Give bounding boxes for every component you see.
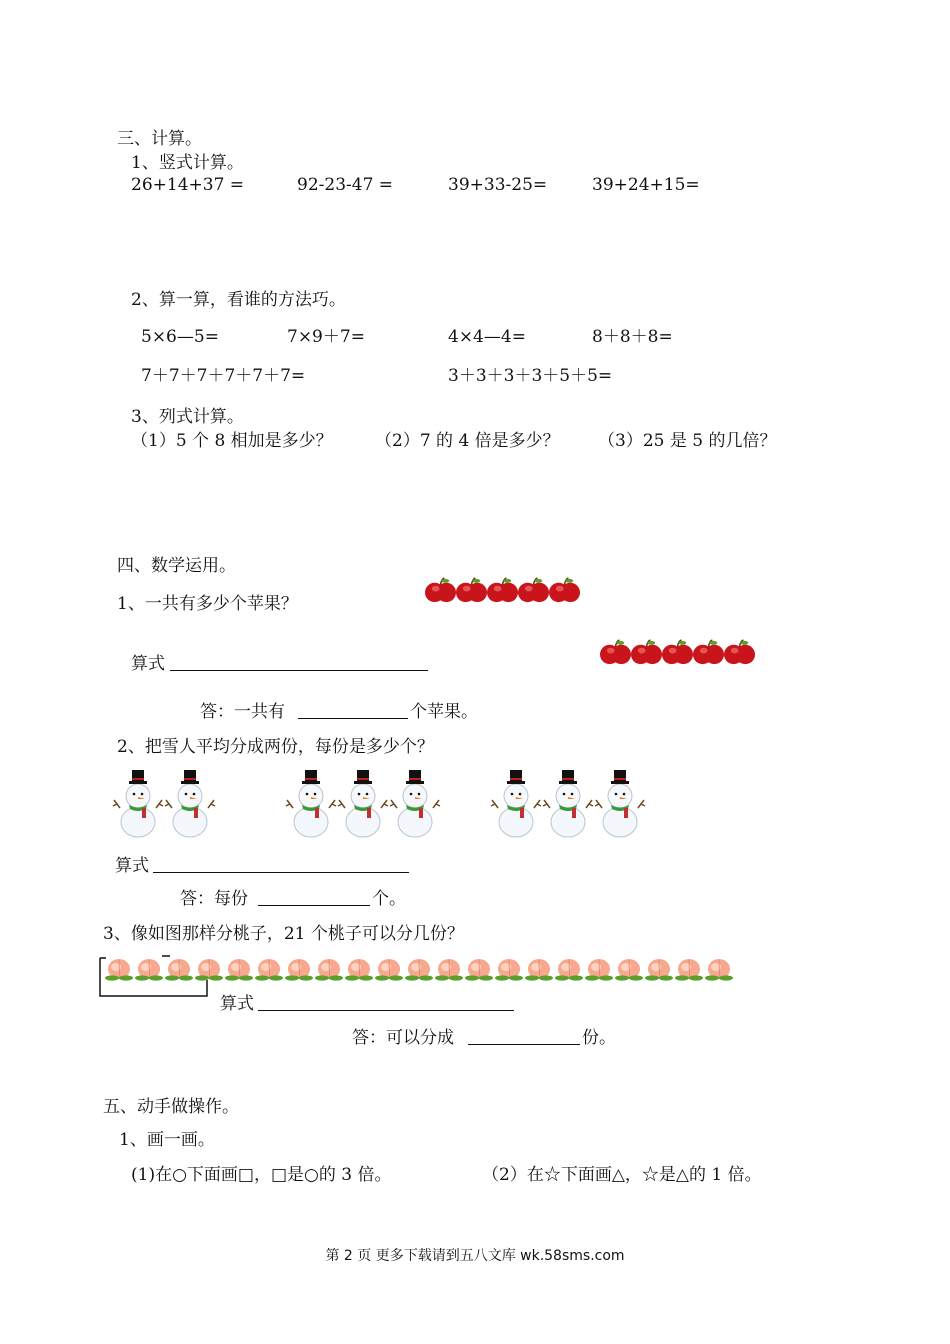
formula-label: 算式 bbox=[220, 994, 254, 1014]
section-5-title: 五、动手做操作。 bbox=[103, 1097, 239, 1117]
answer-suffix: 份。 bbox=[582, 1028, 616, 1048]
peach-icon bbox=[224, 954, 254, 982]
answer-blank[interactable] bbox=[468, 1044, 580, 1045]
peach-icon bbox=[314, 954, 344, 982]
snowman-group bbox=[490, 768, 646, 838]
clever-calc-title: 2、算一算，看谁的方法巧。 bbox=[131, 290, 346, 310]
peach-icon bbox=[524, 954, 554, 982]
apple-row-bottom bbox=[600, 638, 755, 669]
answer-prefix: 答：一共有 bbox=[200, 702, 285, 722]
draw-item: （2）在☆下面画△，☆是△的 1 倍。 bbox=[482, 1165, 762, 1185]
peach-icon bbox=[584, 954, 614, 982]
snowman-icon bbox=[164, 768, 216, 838]
snowman-icon bbox=[542, 768, 594, 838]
peach-icon bbox=[254, 954, 284, 982]
answer-prefix: 答：每份 bbox=[180, 889, 248, 909]
peach-icon bbox=[464, 954, 494, 982]
formula-label: 算式 bbox=[115, 856, 149, 876]
snowman-icon bbox=[285, 768, 337, 838]
clever-calc-item: 3＋3＋3＋3＋5＋5= bbox=[448, 366, 613, 386]
answer-blank[interactable] bbox=[258, 905, 370, 906]
answer-suffix: 个。 bbox=[372, 889, 406, 909]
answer-prefix: 答：可以分成 bbox=[352, 1028, 454, 1048]
clever-calc-item: 8＋8＋8= bbox=[592, 327, 673, 347]
peach-icon bbox=[644, 954, 674, 982]
peach-icon bbox=[494, 954, 524, 982]
vertical-calc-item: 92-23-47 = bbox=[297, 175, 394, 195]
peach-icon bbox=[674, 954, 704, 982]
list-calc-item: （2）7 的 4 倍是多少？ bbox=[375, 431, 560, 451]
snowman-icon bbox=[490, 768, 542, 838]
apple-icon bbox=[425, 576, 456, 607]
list-calc-item: （3）25 是 5 的几倍？ bbox=[598, 431, 777, 451]
peach-icon bbox=[704, 954, 734, 982]
snowman-group bbox=[112, 768, 216, 838]
snowman-group bbox=[285, 768, 441, 838]
peach-icon bbox=[404, 954, 434, 982]
clever-calc-item: 7＋7＋7＋7＋7＋7= bbox=[141, 366, 306, 386]
formula-blank[interactable] bbox=[170, 670, 428, 671]
peach-question: 3、像如图那样分桃子，21 个桃子可以分几份？ bbox=[103, 924, 464, 944]
vertical-calc-item: 39+24+15= bbox=[592, 175, 700, 195]
snowman-icon bbox=[594, 768, 646, 838]
section-4-title: 四、数学运用。 bbox=[117, 556, 236, 576]
draw-item: (1)在○下面画□，□是○的 3 倍。 bbox=[131, 1165, 392, 1185]
apple-icon bbox=[631, 638, 662, 669]
vertical-calc-item: 39+33-25= bbox=[448, 175, 548, 195]
snowman-icon bbox=[112, 768, 164, 838]
formula-blank[interactable] bbox=[153, 872, 409, 873]
formula-blank[interactable] bbox=[258, 1010, 514, 1011]
peach-icon bbox=[554, 954, 584, 982]
apple-icon bbox=[662, 638, 693, 669]
draw-title: 1、画一画。 bbox=[119, 1130, 215, 1150]
snowman-icon bbox=[389, 768, 441, 838]
apple-icon bbox=[456, 576, 487, 607]
apple-row-top bbox=[425, 576, 580, 607]
peach-icon bbox=[374, 954, 404, 982]
apple-icon bbox=[549, 576, 580, 607]
apple-icon bbox=[600, 638, 631, 669]
apple-icon bbox=[518, 576, 549, 607]
peach-icon bbox=[344, 954, 374, 982]
apple-question: 1、一共有多少个苹果？ bbox=[117, 594, 298, 614]
answer-blank[interactable] bbox=[298, 718, 408, 719]
formula-label: 算式 bbox=[131, 654, 165, 674]
peach-icon bbox=[284, 954, 314, 982]
clever-calc-item: 4×4—4= bbox=[448, 327, 526, 347]
list-calc-item: （1）5 个 8 相加是多少？ bbox=[131, 431, 333, 451]
apple-icon bbox=[693, 638, 724, 669]
snowman-question: 2、把雪人平均分成两份，每份是多少个？ bbox=[117, 737, 434, 757]
grouping-bracket bbox=[96, 952, 211, 1000]
apple-icon bbox=[724, 638, 755, 669]
vertical-calc-item: 26+14+37 = bbox=[131, 175, 245, 195]
snowman-icon bbox=[337, 768, 389, 838]
vertical-calc-title: 1、竖式计算。 bbox=[131, 153, 244, 173]
page-footer: 第 2 页 更多下载请到五八文库 wk.58sms.com bbox=[325, 1248, 625, 1264]
apple-icon bbox=[487, 576, 518, 607]
peach-icon bbox=[614, 954, 644, 982]
peach-icon bbox=[434, 954, 464, 982]
clever-calc-item: 5×6—5= bbox=[141, 327, 219, 347]
section-3-title: 三、计算。 bbox=[117, 129, 202, 149]
answer-suffix: 个苹果。 bbox=[410, 702, 478, 722]
clever-calc-item: 7×9＋7= bbox=[287, 327, 365, 347]
list-calc-title: 3、列式计算。 bbox=[131, 407, 244, 427]
